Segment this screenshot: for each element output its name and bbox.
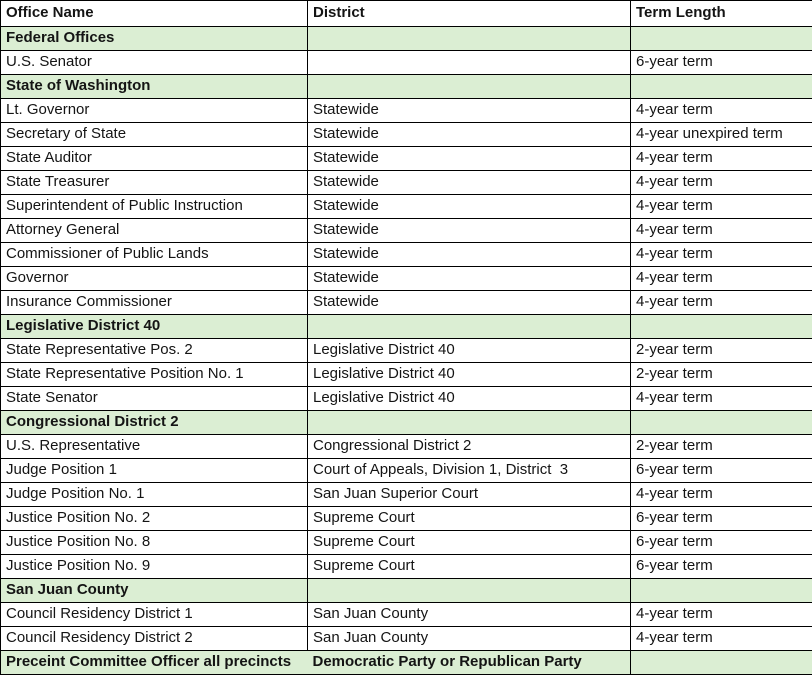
section-row <box>1 579 812 603</box>
term-length-cell: 6-year term <box>631 459 812 483</box>
term-length-cell: 4-year term <box>631 99 812 123</box>
district-cell <box>308 51 631 75</box>
table-row <box>1 267 812 291</box>
table-row <box>1 435 812 459</box>
table-row <box>1 603 812 627</box>
term-length-cell: 4-year term <box>631 387 812 411</box>
table-row <box>1 147 812 171</box>
header-row <box>1 1 812 27</box>
office-name-cell: Legislative District 40 <box>1 315 308 339</box>
office-name-cell: Justice Position No. 9 <box>1 555 308 579</box>
district-cell: Congressional District 2 <box>308 435 631 459</box>
term-length-cell: 6-year term <box>631 555 812 579</box>
office-name-cell: State Representative Pos. 2 <box>1 339 308 363</box>
section-row <box>1 27 812 51</box>
office-name-cell: State Auditor <box>1 147 308 171</box>
office-name-cell: Judge Position No. 1 <box>1 483 308 507</box>
term-length-cell: 4-year term <box>631 195 812 219</box>
district-cell: San Juan Superior Court <box>308 483 631 507</box>
office-name-cell: U.S. Representative <box>1 435 308 459</box>
term-length-cell: 4-year term <box>631 291 812 315</box>
office-name-cell: State Representative Position No. 1 <box>1 363 308 387</box>
term-length-cell <box>631 651 812 675</box>
office-name-cell: Congressional District 2 <box>1 411 308 435</box>
term-length-cell: 2-year term <box>631 339 812 363</box>
footer-row <box>1 651 812 675</box>
district-cell: Statewide <box>308 171 631 195</box>
table-row <box>1 243 812 267</box>
table-row <box>1 99 812 123</box>
office-name-cell: Superintendent of Public Instruction <box>1 195 308 219</box>
district-cell: Statewide <box>308 291 631 315</box>
term-length-cell: 4-year term <box>631 243 812 267</box>
table-row <box>1 51 812 75</box>
district-cell: Democratic Party or Republican Party <box>308 651 631 675</box>
table-row <box>1 123 812 147</box>
office-name-cell: State of Washington <box>1 75 308 99</box>
term-length-cell: 2-year term <box>631 363 812 387</box>
term-length-cell: 6-year term <box>631 531 812 555</box>
office-name-cell: Justice Position No. 2 <box>1 507 308 531</box>
section-row <box>1 411 812 435</box>
table-row <box>1 219 812 243</box>
district-cell: Statewide <box>308 123 631 147</box>
district-cell: Statewide <box>308 99 631 123</box>
office-name-cell: U.S. Senator <box>1 51 308 75</box>
office-name-cell: Council Residency District 1 <box>1 603 308 627</box>
section-row <box>1 75 812 99</box>
district-cell <box>308 75 631 99</box>
col-header-district: District <box>308 1 631 27</box>
term-length-cell <box>631 75 812 99</box>
table-row <box>1 195 812 219</box>
office-name-cell: Council Residency District 2 <box>1 627 308 651</box>
table-row <box>1 291 812 315</box>
office-name-cell: State Senator <box>1 387 308 411</box>
district-cell <box>308 411 631 435</box>
office-name-cell: Justice Position No. 8 <box>1 531 308 555</box>
district-cell: Supreme Court <box>308 531 631 555</box>
district-cell <box>308 579 631 603</box>
term-length-cell <box>631 579 812 603</box>
col-header-term-length: Term Length <box>631 1 812 27</box>
office-name-cell: State Treasurer <box>1 171 308 195</box>
district-cell: San Juan County <box>308 603 631 627</box>
col-header-office-name: Office Name <box>1 1 308 27</box>
term-length-cell: 6-year term <box>631 507 812 531</box>
district-cell: Statewide <box>308 219 631 243</box>
district-cell: Statewide <box>308 147 631 171</box>
office-name-cell: Judge Position 1 <box>1 459 308 483</box>
term-length-cell: 4-year term <box>631 483 812 507</box>
district-cell: Legislative District 40 <box>308 387 631 411</box>
term-length-cell <box>631 411 812 435</box>
table-row <box>1 459 812 483</box>
term-length-cell: 2-year term <box>631 435 812 459</box>
office-name-cell: Commissioner of Public Lands <box>1 243 308 267</box>
table-row <box>1 555 812 579</box>
table-row <box>1 171 812 195</box>
term-length-cell: 4-year term <box>631 147 812 171</box>
table-row <box>1 627 812 651</box>
district-cell: Statewide <box>308 267 631 291</box>
term-length-cell <box>631 315 812 339</box>
table-body <box>1 27 812 675</box>
table-row <box>1 531 812 555</box>
office-name-cell: Federal Offices <box>1 27 308 51</box>
district-cell: San Juan County <box>308 627 631 651</box>
district-cell: Statewide <box>308 195 631 219</box>
district-cell <box>308 27 631 51</box>
table-row <box>1 507 812 531</box>
office-name-cell: Lt. Governor <box>1 99 308 123</box>
term-length-cell: 6-year term <box>631 51 812 75</box>
office-name-cell: Insurance Commissioner <box>1 291 308 315</box>
office-name-cell: Preceint Committee Officer all precincts <box>1 651 308 675</box>
district-cell <box>308 315 631 339</box>
table-row <box>1 483 812 507</box>
office-name-cell: Governor <box>1 267 308 291</box>
district-cell: Court of Appeals, Division 1, District 3 <box>308 459 631 483</box>
table-row <box>1 363 812 387</box>
office-name-cell: Attorney General <box>1 219 308 243</box>
term-length-cell: 4-year term <box>631 267 812 291</box>
table-row <box>1 339 812 363</box>
district-cell: Supreme Court <box>308 555 631 579</box>
term-length-cell: 4-year term <box>631 219 812 243</box>
term-length-cell: 4-year term <box>631 171 812 195</box>
table-row <box>1 387 812 411</box>
office-name-cell: Secretary of State <box>1 123 308 147</box>
term-length-cell <box>631 27 812 51</box>
district-cell: Legislative District 40 <box>308 363 631 387</box>
district-cell: Supreme Court <box>308 507 631 531</box>
term-length-cell: 4-year term <box>631 627 812 651</box>
section-row <box>1 315 812 339</box>
district-cell: Statewide <box>308 243 631 267</box>
term-length-cell: 4-year term <box>631 603 812 627</box>
term-length-cell: 4-year unexpired term <box>631 123 812 147</box>
office-name-cell: San Juan County <box>1 579 308 603</box>
district-cell: Legislative District 40 <box>308 339 631 363</box>
